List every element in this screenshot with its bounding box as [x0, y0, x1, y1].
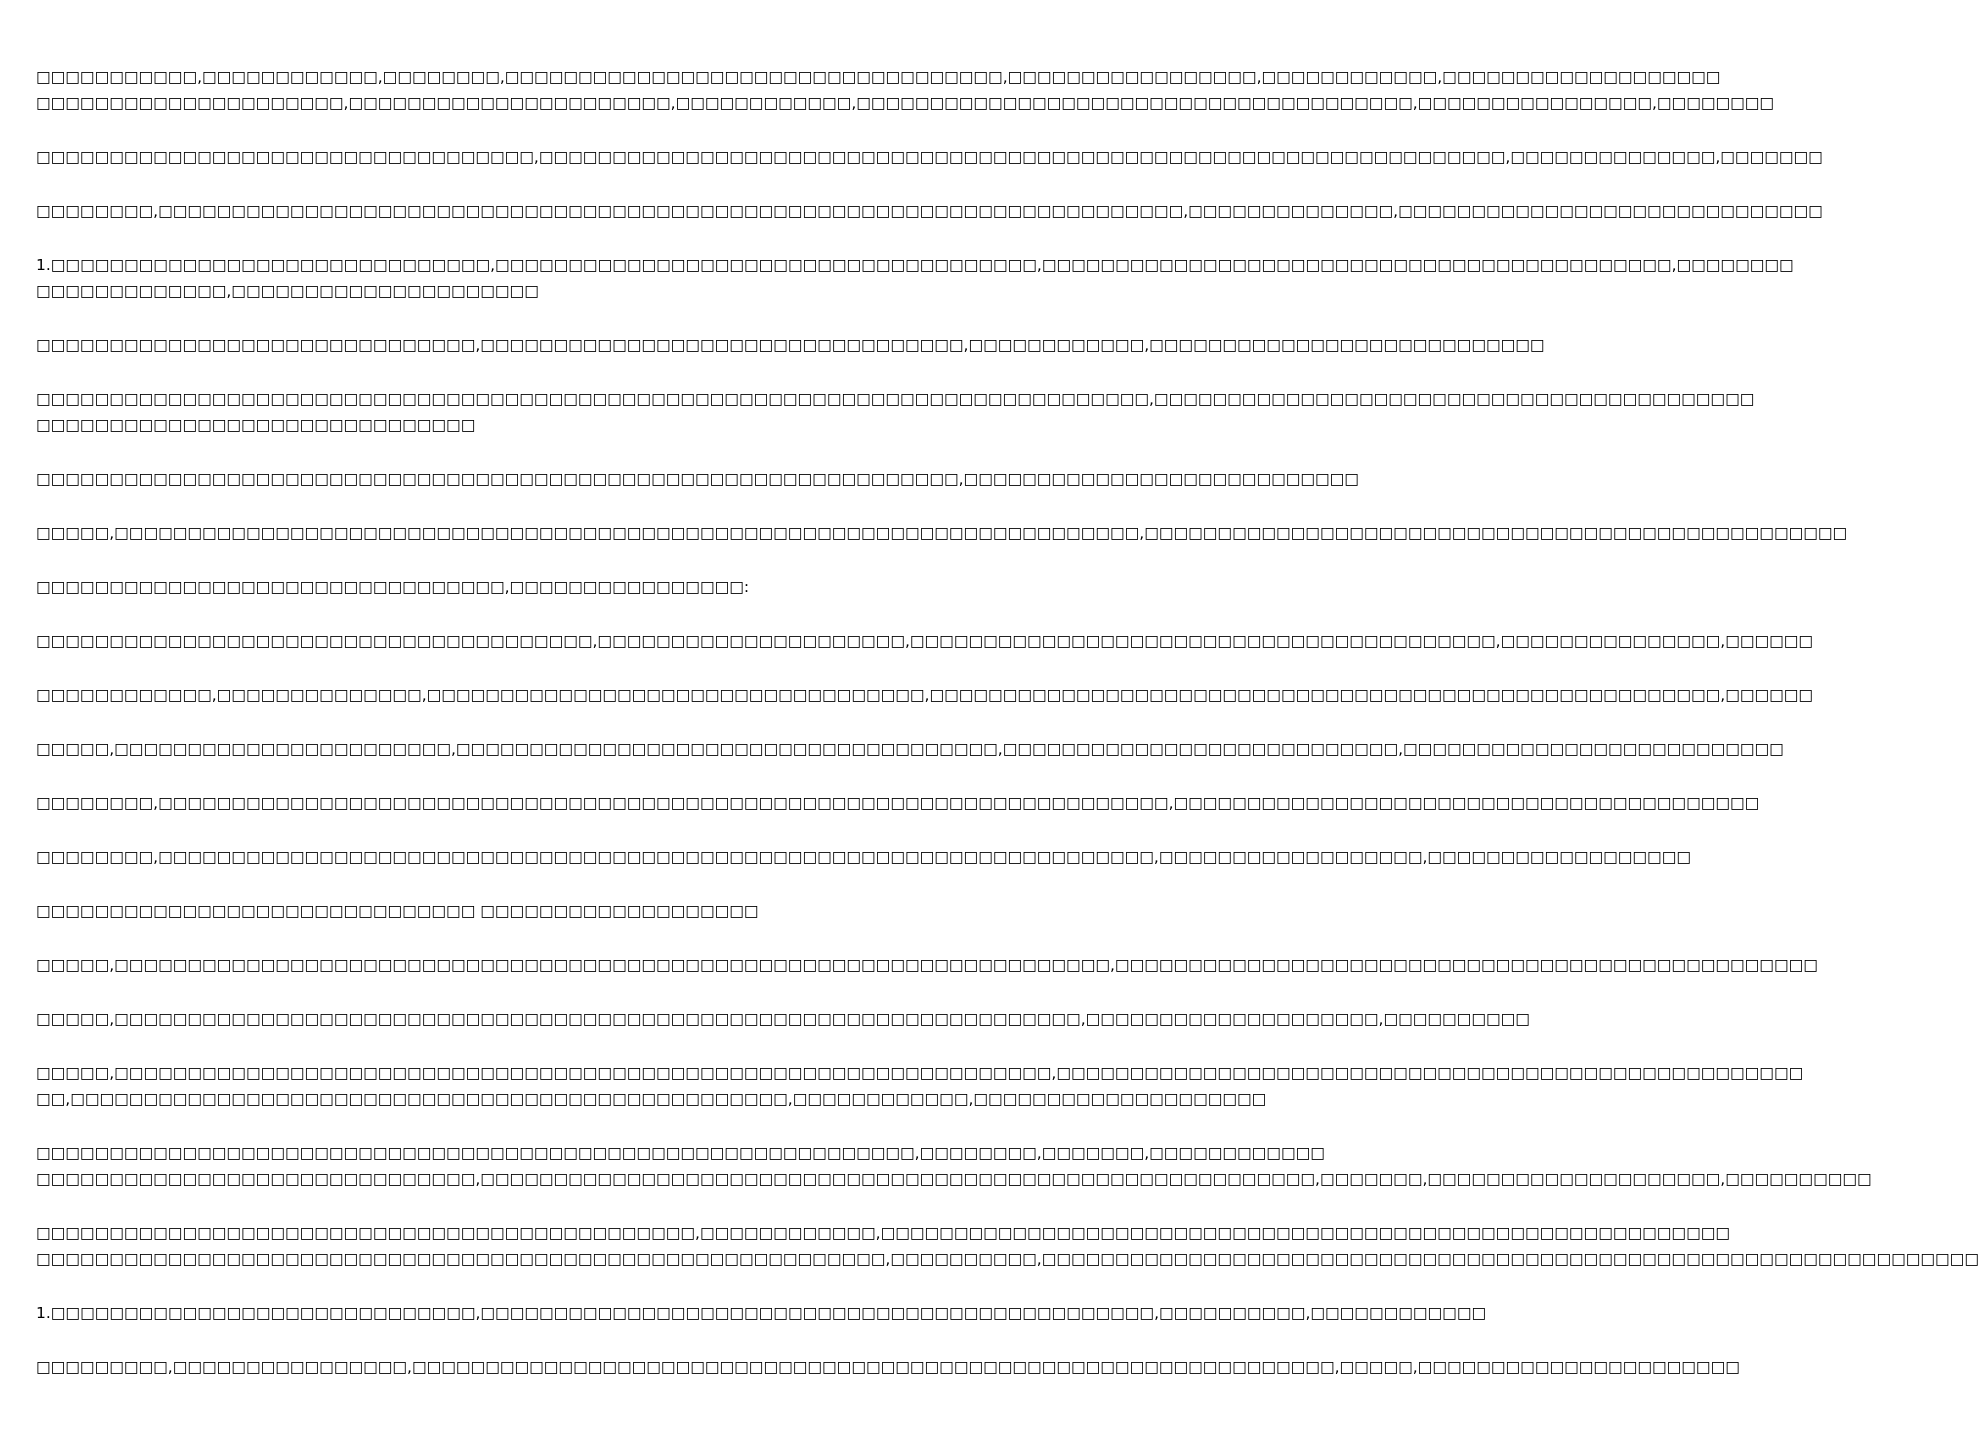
text-line: □□□□□□□□□□□□□□□□□□□□□□□□□□□□□□□□□□□□□□□□□□□□□□□□□□□□□□□□□□□□□□□□□□□□□□□□□□□□,□□□□□□□□□□□□□□□□□□□□□□□□□□□□□□□□□□□□□□□□□	[36, 390, 1755, 408]
paragraph	[36, 332, 1545, 358]
text-line: □□□□□□□□□□□□,□□□□□□□□□□□□□□,□□□□□□□□□□□□□□□□□□□□□□□□□□□□□□□□□□,□□□□□□□□□□□□□□□□□□□□□□□□□□□□□□□□□□□□□□□□□□□□□□□□□□□□□□,□□□□□□	[36, 686, 1814, 704]
paragraph	[36, 252, 1794, 304]
text-line: □□□□□□□□□□□□□□□□□□□□□□□□□□□□□□□□□□□□□□,□□□□□□□□□□□□□□□□□□□□□,□□□□□□□□□□□□□□□□□□□□□□□□□□□□□□□□□□□□□□□□,□□□□□□□□□□□□□□□,□□□□□□	[36, 632, 1814, 650]
paragraph	[36, 952, 1818, 978]
paragraph	[36, 1220, 1979, 1272]
text-line: 1.□□□□□□□□□□□□□□□□□□□□□□□□□□□□□,□□□□□□□□□□□□□□□□□□□□□□□□□□□□□□□□□□□□□□□□□□□□□□,□□□□□□□□□□,□□□□□□□□□□□□	[36, 1304, 1487, 1322]
text-line: □□□□□□□□,□□□□□□□□□□□□□□□□□□□□□□□□□□□□□□□□□□□□□□□□□□□□□□□□□□□□□□□□□□□□□□□□□□□□□,□□□□□□□□□□□□□□□□□□□□□□□□□□□□□□□□□□□□□□□□	[36, 794, 1760, 812]
text-line: □□□□□□□□,□□□□□□□□□□□□□□□□□□□□□□□□□□□□□□□□□□□□□□□□□□□□□□□□□□□□□□□□□□□□□□□□□□□□,□□□□□□□□□□□□□□□□□□,□□□□□□□□□□□□□□□□□□	[36, 848, 1691, 866]
text-line: □□□□□□□□□□□□□□□□□□□□□□□□□□□□□□□□□□□□□□□□□□□□□,□□□□□□□□□□□□,□□□□□□□□□□□□□□□□□□□□□□□□□□□□□□□□□□□□□□□□□□□□□□□□□□□□□□□□□□	[36, 1224, 1731, 1242]
text-line: □□□□□,□□□□□□□□□□□□□□□□□□□□□□□□□□□□□□□□□□□□□□□□□□□□□□□□□□□□□□□□□□□□□□□□,□□□□□□□□□□□□□□□□□□□□□□□□□□□□□□□□□□□□□□□□□□□□□□□□□□□	[36, 1064, 1804, 1082]
text-line: □□□□□□□□□□□□□□□□□□□□□□□□□□□□□□□□□□□□□□□□□□□□□□□□□□□□□□□□□□,□□□□□□□□□□,□□□□□□□□□□□□□□□□□□□□□□□□□□□□□□□□□□□□□□□□□□□□□□□□□□□□□□□□□□□□□□□□	[36, 1250, 1979, 1268]
text-line: □□,□□□□□□□□□□□□□□□□□□□□□□□□□□□□□□□□□□□□□□□□□□□□□□□□□,□□□□□□□□□□□□,□□□□□□□□□□□□□□□□□□□□	[36, 1090, 1267, 1108]
text-line: □□□□□,□□□□□□□□□□□□□□□□□□□□□□□□□□□□□□□□□□□□□□□□□□□□□□□□□□□□□□□□□□□□□□□□□□,□□□□□□□□□□□□□□□□□□□□,□□□□□□□□□□	[36, 1010, 1530, 1028]
text-line: □□□□□,□□□□□□□□□□□□□□□□□□□□□□□,□□□□□□□□□□□□□□□□□□□□□□□□□□□□□□□□□□□□□,□□□□□□□□□□□□□□□□□□□□□□□□□□□,□□□□□□□□□□□□□□□□□□□□□□□□□□	[36, 740, 1784, 758]
paragraph	[36, 1060, 1804, 1112]
text-line: □□□□□□□□,□□□□□□□□□□□□□□□□□□□□□□□□□□□□□□□□□□□□□□□□□□□□□□□□□□□□□□□□□□□□□□□□□□□□□□,□□□□□□□□□□□□□□,□□□□□□□□□□□□□□□□□□□□□□□□□□□□□	[36, 202, 1823, 220]
document-page	[36, 64, 1979, 1408]
text-line: □□□□□□□□□□□□□□□□□□□□□□□□□□□□□□ □□□□□□□□□□□□□□□□□□□	[36, 902, 759, 920]
paragraph	[36, 1140, 1872, 1192]
paragraph	[36, 1006, 1530, 1032]
paragraph	[36, 898, 990, 924]
text-line: □□□□□□□□□,□□□□□□□□□□□□□□□□,□□□□□□□□□□□□□□□□□□□□□□□□□□□□□□□□□□□□□□□□□□□□□□□□□□□□□□□□□□□□□□□,□□□□□,□□□□□□□□□□□□□□□□□□□□□□	[36, 1358, 1740, 1376]
paragraph	[36, 628, 1814, 654]
paragraph	[36, 682, 1814, 708]
text-line: □□□□□,□□□□□□□□□□□□□□□□□□□□□□□□□□□□□□□□□□□□□□□□□□□□□□□□□□□□□□□□□□□□□□□□□□□□□□,□□□□□□□□□□□□□□□□□□□□□□□□□□□□□□□□□□□□□□□□□□□□□□□□	[36, 524, 1848, 542]
paragraph	[36, 466, 1359, 492]
text-line: □□□□□□□□□□□□□□□□□□□□□□□□□□□□□□□□□□,□□□□□□□□□□□□□□□□□□□□□□□□□□□□□□□□□□□□□□□□□□□□□□□□□□□□□□□□□□□□□□□□□□,□□□□□□□□□□□□□□,□□□□□□□	[36, 148, 1823, 166]
text-line: □□□□□□□□□□□□□□□□□□□□□□□□□□□□□□,□□□□□□□□□□□□□□□□□□□□□□□□□□□□□□□□□,□□□□□□□□□□□□,□□□□□□□□□□□□□□□□□□□□□□□□□□□	[36, 336, 1545, 354]
text-line: □□□□□□□□□□□□□□□□□□□□□□□□□□□□□□	[36, 416, 476, 434]
paragraph	[36, 844, 1691, 870]
text-line: □□□□□□□□□□□□□□□□□□□□□□□□□□□□□□□□□□□□□□□□□□□□□□□□□□□□□□□□□□□□□□□,□□□□□□□□□□□□□□□□□□□□□□□□□□□	[36, 470, 1359, 488]
paragraph	[36, 1300, 1487, 1326]
text-line: □□□□□□□□□□□□□□□□□□□□□□□□□□□□□□,□□□□□□□□□□□□□□□□□□□□□□□□□□□□□□□□□□□□□□□□□□□□□□□□□□□□□□□□□,□□□□□□□,□□□□□□□□□□□□□□□□□□□□,□□□□□□□□□□	[36, 1170, 1872, 1188]
paragraph	[36, 520, 1848, 546]
paragraph	[36, 144, 1823, 170]
text-line: □□□□□□□□□□□□□□□□□□□□□,□□□□□□□□□□□□□□□□□□□□□□,□□□□□□□□□□□□,□□□□□□□□□□□□□□□□□□□□□□□□□□□□□□□□□□□□□□,□□□□□□□□□□□□□□□□,□□□□□□□□	[36, 94, 1775, 112]
paragraph	[36, 574, 990, 600]
paragraph	[36, 386, 1755, 438]
text-line: □□□□□□□□□□□□□□□□□□□□□□□□□□□□□□□□□□□□□□□□□□□□□□□□□□□□□□□□□□□□,□□□□□□□□,□□□□□□□,□□□□□□□□□□□□	[36, 1144, 1325, 1162]
text-line: □□□□□□□□□□□,□□□□□□□□□□□□,□□□□□□□□,□□□□□□□□□□□□□□□□□□□□□□□□□□□□□□□□□□,□□□□□□□□□□□□□□□□□,□□□□□□□□□□□□,□□□□□□□□□□□□□□□□□□□	[36, 68, 1721, 86]
text-line: □□□□□□□□□□□□□□□□□□□□□□□□□□□□□□□□,□□□□□□□□□□□□□□□□:	[36, 578, 750, 596]
paragraph	[36, 198, 1823, 224]
text-line: □□□□□□□□□□□□□,□□□□□□□□□□□□□□□□□□□□□	[36, 282, 539, 300]
text-line: 1.□□□□□□□□□□□□□□□□□□□□□□□□□□□□□□,□□□□□□□□□□□□□□□□□□□□□□□□□□□□□□□□□□□□□,□□□□□□□□□□□□□□□□□□□□□□□□□□□□□□□□□□□□□□□□□□□,□□□□□□□□	[36, 256, 1794, 274]
paragraph	[36, 736, 1784, 762]
paragraph	[36, 790, 1760, 816]
paragraph	[36, 1354, 1740, 1380]
paragraph	[36, 64, 1775, 116]
text-line: □□□□□,□□□□□□□□□□□□□□□□□□□□□□□□□□□□□□□□□□□□□□□□□□□□□□□□□□□□□□□□□□□□□□□□□□□□,□□□□□□□□□□□□□□□□□□□□□□□□□□□□□□□□□□□□□□□□□□□□□□□□	[36, 956, 1818, 974]
